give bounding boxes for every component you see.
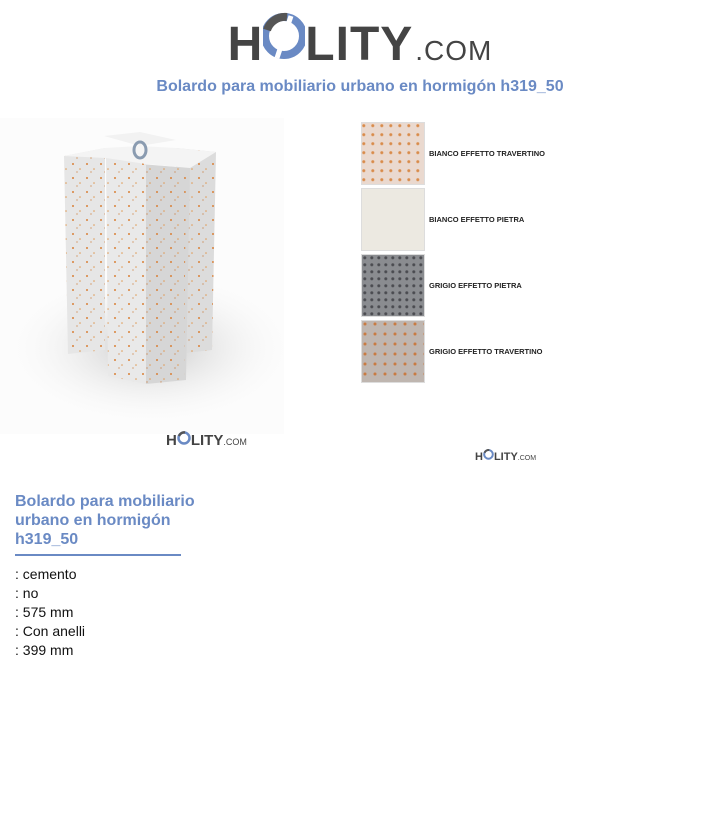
spec-item: : 575 mm xyxy=(15,604,74,620)
logo-o-mark-icon xyxy=(483,447,494,465)
logo-suffix: .COM xyxy=(223,437,247,447)
swatch-row xyxy=(361,252,561,318)
spec-item: : Con anelli xyxy=(15,623,86,639)
divider xyxy=(15,554,181,556)
swatch-row xyxy=(361,318,561,384)
color-swatches xyxy=(361,120,561,384)
logo-text-lity: LITY xyxy=(493,451,518,463)
spec-list xyxy=(15,565,85,660)
logo-text-h: H xyxy=(475,451,483,463)
swatch-bianco-pietra xyxy=(361,188,425,251)
swatch-label: BIANCO EFFETTO PIETRA xyxy=(429,214,525,224)
holity-logo-small xyxy=(166,430,247,450)
swatch-label: GRIGIO EFFETTO TRAVERTINO xyxy=(429,346,543,356)
page-title: Bolardo para mobiliario urbano en hormigón h319_50 xyxy=(156,78,564,95)
swatch-label: GRIGIO EFFETTO PIETRA xyxy=(429,280,522,290)
swatch-grigio-pietra xyxy=(361,254,425,317)
holity-logo-small xyxy=(475,447,536,465)
spec-item: : cemento xyxy=(15,566,77,582)
logo-suffix: .COM xyxy=(517,455,537,462)
logo-suffix: .COM xyxy=(415,35,493,66)
spec-item: : 399 mm xyxy=(15,642,74,658)
product-image xyxy=(0,118,284,434)
logo-o-mark-icon xyxy=(177,430,191,450)
swatch-row xyxy=(361,186,561,252)
logo-o-mark-icon xyxy=(263,10,305,60)
logo-text-lity: LITY xyxy=(305,18,414,71)
swatch-bianco-travertino xyxy=(361,122,425,185)
logo-text-h: H xyxy=(227,18,264,71)
holity-logo xyxy=(0,10,720,72)
swatch-row xyxy=(361,120,561,186)
logo-text-h: H xyxy=(166,432,177,449)
swatch-grigio-travertino xyxy=(361,320,425,383)
logo-text-lity: LITY xyxy=(190,432,224,449)
product-name: Bolardo para mobiliario urbano en hormigón h319_50 xyxy=(15,493,195,548)
swatch-label: BIANCO EFFETTO TRAVERTINO xyxy=(429,148,545,158)
spec-item: : no xyxy=(15,585,39,601)
